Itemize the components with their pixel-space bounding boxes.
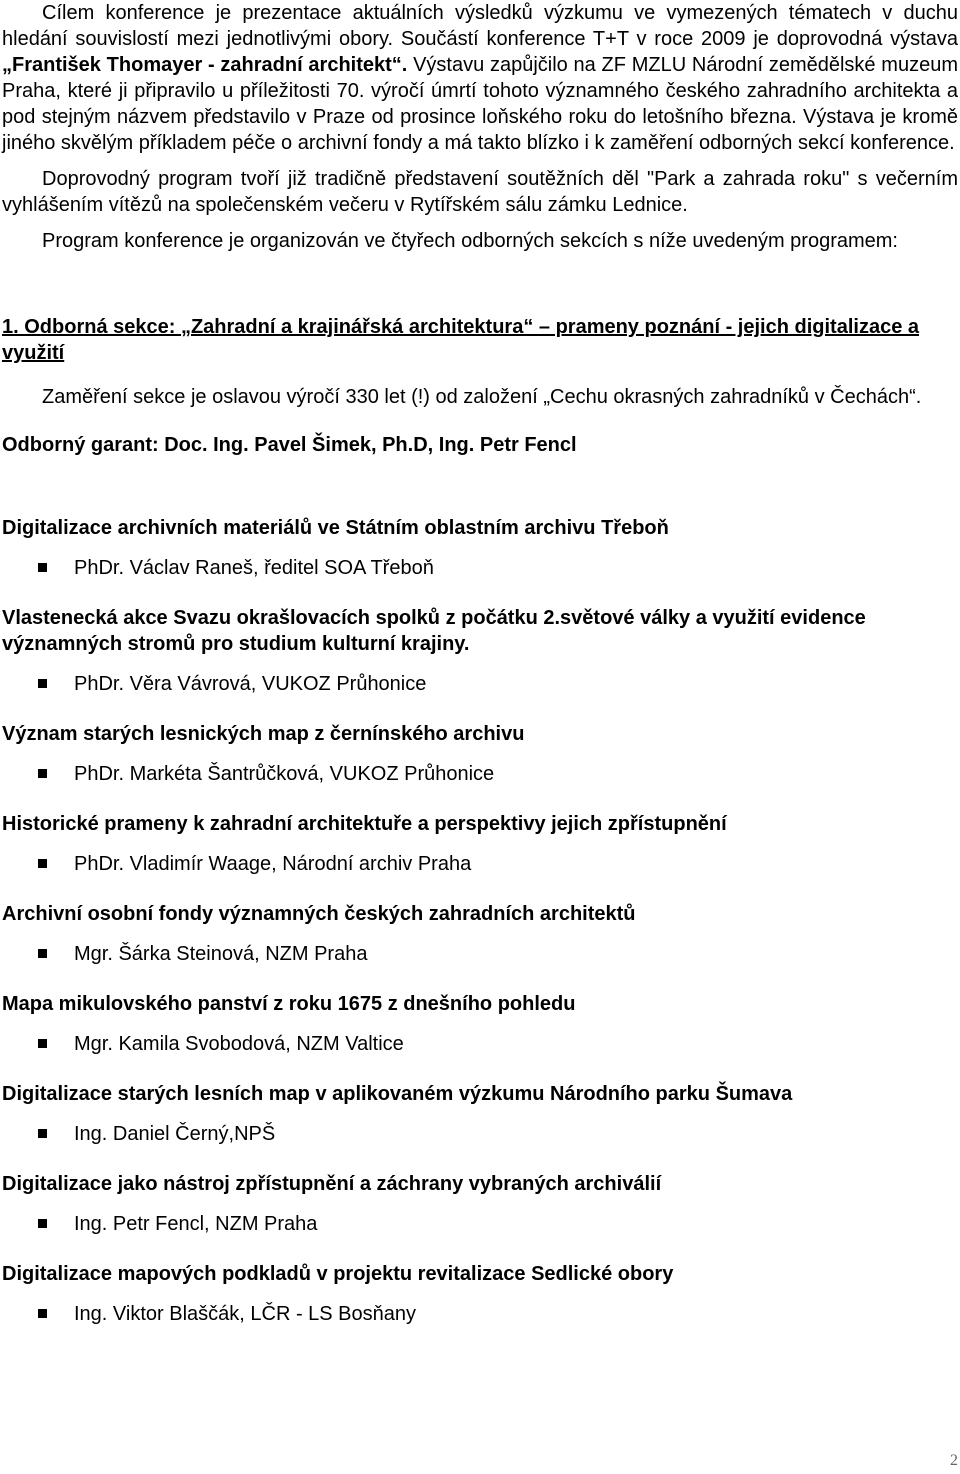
section-focus: Zaměření sekce je oslavou výročí 330 let (!) od založení „Cechu okrasných zahradníků v Čechách“. [42, 386, 922, 408]
talk-item [2, 515, 958, 581]
talk-speaker [2, 1211, 958, 1237]
talk-title: Význam starých lesnických map z černínského archivu [2, 723, 525, 745]
talk-title: Vlastenecká akce Svazu okrašlovacích spolků z počátku 2.světové války a využití evidence významných stromů pro studium kulturní krajiny. [2, 607, 866, 655]
speaker-name: PhDr. Markéta Šantrůčková, VUKOZ Průhonice [74, 763, 495, 785]
intro-paragraph-3: Program konference je organizován ve čtyřech odborných sekcích s níže uvedeným programem: [42, 230, 898, 252]
speaker-name: Mgr. Šárka Steinová, NZM Praha [74, 943, 368, 965]
talk-item [2, 1261, 958, 1327]
talk-title: Archivní osobní fondy významných českých zahradních architektů [2, 903, 636, 925]
intro-paragraph-2: Doprovodný program tvoří již tradičně představení soutěžních děl "Park a zahrada roku" s večerním vyhlášením vítězů na společenském večeru v Rytířském sálu zámku Lednice. [2, 168, 958, 216]
bullet-icon [38, 679, 47, 688]
intro-text-a: Cílem konference je prezentace aktuálních výsledků výzkumu ve vymezených tématech v duchu hledání souvislostí mezi jednotlivými obory. Součástí konference T+T v roce 2009 je doprovodná výstava [2, 2, 958, 50]
talk-speaker [2, 851, 958, 877]
speaker-name: Ing. Daniel Černý,NPŠ [74, 1123, 276, 1145]
talk-speaker [2, 1031, 958, 1057]
section-garant: Odborný garant: Doc. Ing. Pavel Šimek, Ph.D, Ing. Petr Fencl [2, 434, 577, 456]
talk-item [2, 721, 958, 787]
exhibition-title: „František Thomayer - zahradní architekt“. [2, 54, 408, 76]
talk-title: Digitalizace starých lesních map v aplikovaném výzkumu Národního parku Šumava [2, 1083, 793, 1105]
talk-item [2, 1081, 958, 1147]
talk-item [2, 1171, 958, 1237]
bullet-icon [38, 949, 47, 958]
speaker-name: PhDr. Václav Raneš, ředitel SOA Třeboň [74, 557, 434, 579]
speaker-name: Mgr. Kamila Svobodová, NZM Valtice [74, 1033, 404, 1055]
page-number: 2 [950, 1452, 958, 1469]
talk-title: Digitalizace archivních materiálů ve Státním oblastním archivu Třeboň [2, 517, 669, 539]
talk-title: Historické prameny k zahradní architektuře a perspektivy jejich zpřístupnění [2, 813, 727, 835]
talk-speaker [2, 941, 958, 967]
talk-speaker [2, 671, 958, 697]
talk-item [2, 605, 958, 697]
talk-title: Mapa mikulovského panství z roku 1675 z dnešního pohledu [2, 993, 576, 1015]
intro-paragraph-1 [2, 0, 958, 156]
bullet-icon [38, 1039, 47, 1048]
speaker-name: PhDr. Věra Vávrová, VUKOZ Průhonice [74, 673, 427, 695]
talk-item [2, 901, 958, 967]
talk-speaker [2, 1301, 958, 1327]
section-heading: 1. Odborná sekce: „Zahradní a krajinářská architektura“ – prameny poznání - jejich digitalizace a využití [2, 316, 919, 364]
bullet-icon [38, 769, 47, 778]
talk-item [2, 811, 958, 877]
bullet-icon [38, 1309, 47, 1318]
intro-text-b: Výstavu zapůjčilo na ZF MZLU Národní zemědělské muzeum Praha, které ji připravilo u příležitosti 70. výročí úmrtí tohoto významného českého zahradního architekta a pod stejným názvem představilo v Praze od prosince loňského roku do letošního března. Výstava je kromě jiného skvělým příkladem péče o archivní fondy a má takto blízko i k zaměření odborných sekcí konference. [2, 54, 958, 154]
talk-list [2, 515, 958, 1327]
bullet-icon [38, 859, 47, 868]
talk-speaker [2, 761, 958, 787]
bullet-icon [38, 1129, 47, 1138]
bullet-icon [38, 1219, 47, 1228]
speaker-name: Ing. Petr Fencl, NZM Praha [74, 1213, 318, 1235]
bullet-icon [38, 563, 47, 572]
speaker-name: PhDr. Vladimír Waage, Národní archiv Praha [74, 853, 472, 875]
talk-title: Digitalizace mapových podkladů v projektu revitalizace Sedlické obory [2, 1263, 674, 1285]
talk-title: Digitalizace jako nástroj zpřístupnění a záchrany vybraných archiválií [2, 1173, 662, 1195]
document-page [2, 0, 958, 1327]
talk-speaker [2, 1121, 958, 1147]
speaker-name: Ing. Viktor Blaščák, LČR - LS Bosňany [74, 1303, 417, 1325]
talk-item [2, 991, 958, 1057]
talk-speaker [2, 555, 958, 581]
